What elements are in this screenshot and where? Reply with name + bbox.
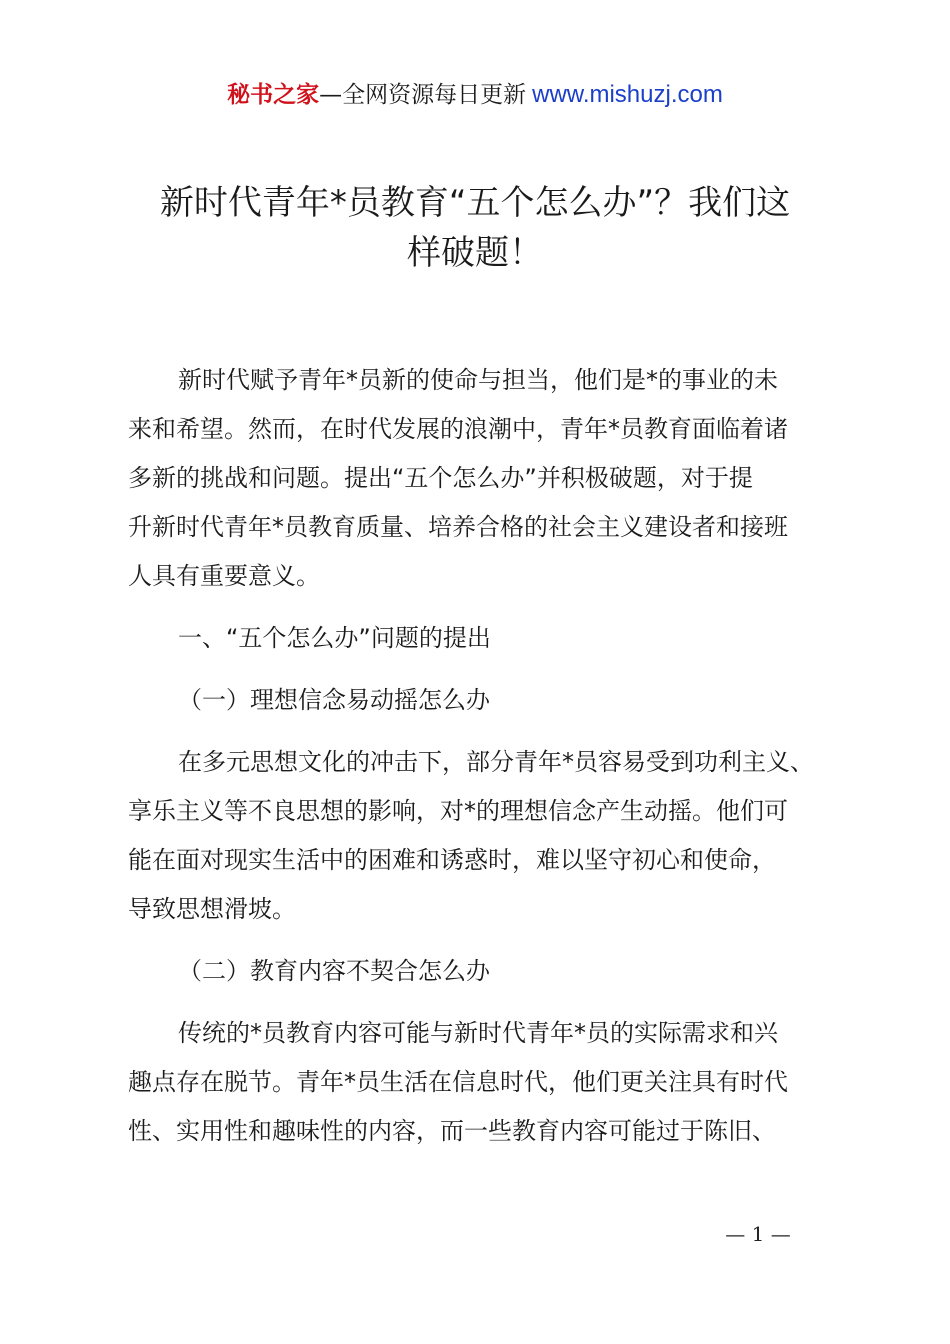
text-line: 在多元思想文化的冲击下，部分青年*员容易受到功利主义、 — [178, 748, 814, 776]
text-line: 趣点存在脱节。青年*员生活在信息时代，他们更关注具有时代 — [128, 1068, 788, 1096]
title-line-2: 样破题！ — [407, 233, 543, 273]
text-line: 新时代赋予青年*员新的使命与担当，他们是*的事业的未 — [178, 366, 778, 394]
brand-name: 秘书之家 — [227, 82, 320, 108]
text-line: 来和希望。然而，在时代发展的浪潮中，青年*员教育面临着诸 — [128, 415, 788, 443]
text-line: 升新时代青年*员教育质量、培养合格的社会主义建设者和接班 — [128, 513, 788, 541]
section-heading: 一、“五个怎么办”问题的提出 — [178, 624, 491, 652]
text-line: 人具有重要意义。 — [128, 562, 320, 590]
subsection-heading: （二）教育内容不契合怎么办 — [178, 957, 490, 985]
subsection-1-paragraph — [128, 738, 838, 934]
page-number: — 1 — — [725, 1222, 791, 1246]
header-tagline: —全网资源每日更新 — [319, 82, 527, 108]
document-title — [110, 178, 840, 278]
text-line: 能在面对现实生活中的困难和诱惑时，难以坚守初心和使命， — [128, 846, 776, 874]
subsection-2-paragraph — [128, 1009, 838, 1156]
text-line: 性、实用性和趣味性的内容，而一些教育内容可能过于陈旧、 — [128, 1117, 776, 1145]
subsection-heading: （一）理想信念易动摇怎么办 — [178, 686, 490, 714]
site-url-link[interactable]: www.mishuzj.com — [532, 81, 723, 108]
text-line: 享乐主义等不良思想的影响，对*的理想信念产生动摇。他们可 — [128, 797, 788, 825]
text-line: 导致思想滑坡。 — [128, 895, 296, 923]
site-header — [0, 78, 950, 112]
text-line: 传统的*员教育内容可能与新时代青年*员的实际需求和兴 — [178, 1019, 778, 1047]
title-line-1: 新时代青年*员教育“五个怎么办”？我们这 — [159, 183, 791, 223]
intro-paragraph — [128, 356, 838, 601]
document-body — [128, 356, 838, 1156]
text-line: 多新的挑战和问题。提出“五个怎么办”并积极破题，对于提 — [128, 464, 753, 492]
